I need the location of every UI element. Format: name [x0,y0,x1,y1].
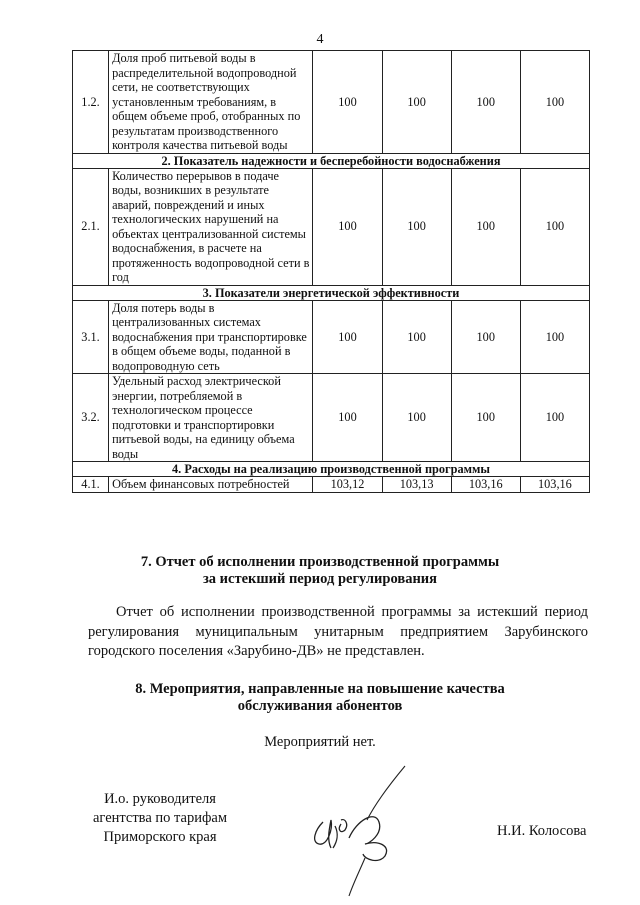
value-cell: 100 [382,374,451,462]
value-cell: 100 [520,168,589,285]
signer-title-line-3: Приморского края [103,829,217,845]
row-number: 4.1. [73,477,109,493]
section-title: 3. Показатели энергетической эффективности [73,285,590,300]
value-cell: 100 [451,168,520,285]
value-cell: 103,12 [313,477,382,493]
table-row [73,374,590,462]
section-7-heading-line-2: за истекший период регулирования [202,571,438,587]
section-row [73,153,590,168]
value-cell: 100 [382,51,451,154]
section-title: 4. Расходы на реализацию производственной программы [73,462,590,477]
indicator-name: Количество перерывов в подаче воды, возникших в результате аварий, повреждений и иных технологических нарушений на объектах централизованной системы водоснабжения, в расчете на протяженность водопроводной сети в год [109,168,313,285]
signer-title-line-1: И.о. руководителя [104,791,216,807]
section-row [73,285,590,300]
table-row [73,51,590,154]
value-cell: 100 [382,300,451,374]
value-cell: 100 [313,168,382,285]
section-7-text [88,603,588,662]
indicator-name: Объем финансовых потребностей [109,477,313,493]
value-cell: 100 [382,168,451,285]
row-number: 3.2. [73,374,109,462]
indicator-name: Доля проб питьевой воды в распределительной водопроводной сети, не соответствующих установленным требованиям, в общем объеме проб, отобранных по результатам производственного контроля качества питьевой воды [109,51,313,154]
value-cell: 100 [313,300,382,374]
value-cell: 103,16 [520,477,589,493]
section-8-text: Мероприятий нет. [264,734,376,750]
table-row [73,300,590,374]
indicator-name: Доля потерь воды в централизованных системах водоснабжения при транспортировке в общем объеме воды, поданной в водопроводную сеть [109,300,313,374]
value-cell: 103,13 [382,477,451,493]
value-cell: 100 [451,374,520,462]
page-number: 4 [316,32,324,47]
section-8-heading-line-2: обслуживания абонентов [237,698,403,714]
section-8-heading [0,681,640,715]
section-8-heading-line-1: 8. Мероприятия, направленные на повышение качества [135,681,505,697]
table-row [73,168,590,285]
row-number: 1.2. [73,51,109,154]
value-cell: 100 [520,374,589,462]
value-cell: 100 [520,51,589,154]
value-cell: 100 [451,300,520,374]
signer-name: Н.И. Колосова [497,823,587,839]
section-7-heading-line-1: 7. Отчет об исполнении производственной программы [140,554,500,570]
row-number: 2.1. [73,168,109,285]
section-row [73,462,590,477]
value-cell: 100 [313,51,382,154]
value-cell: 100 [451,51,520,154]
section-title: 2. Показатель надежности и бесперебойности водоснабжения [73,153,590,168]
value-cell: 103,16 [451,477,520,493]
value-cell: 100 [520,300,589,374]
section-7-paragraph: Отчет об исполнении производственной программы за истекший период регулирования муниципальным унитарным предприятием Зарубинского городского поселения «Зарубино-ДВ» не представлен. [88,604,588,659]
handwritten-signature [305,760,415,900]
row-number: 3.1. [73,300,109,374]
section-7-heading [0,554,640,588]
table-row [73,477,590,493]
indicators-table [72,50,590,493]
signer-title [55,790,265,847]
indicator-name: Удельный расход электрической энергии, потребляемой в технологическом процессе подготовки и транспортировки питьевой воды, на единицу объема воды [109,374,313,462]
signer-title-line-2: агентства по тарифам [93,810,227,826]
value-cell: 100 [313,374,382,462]
